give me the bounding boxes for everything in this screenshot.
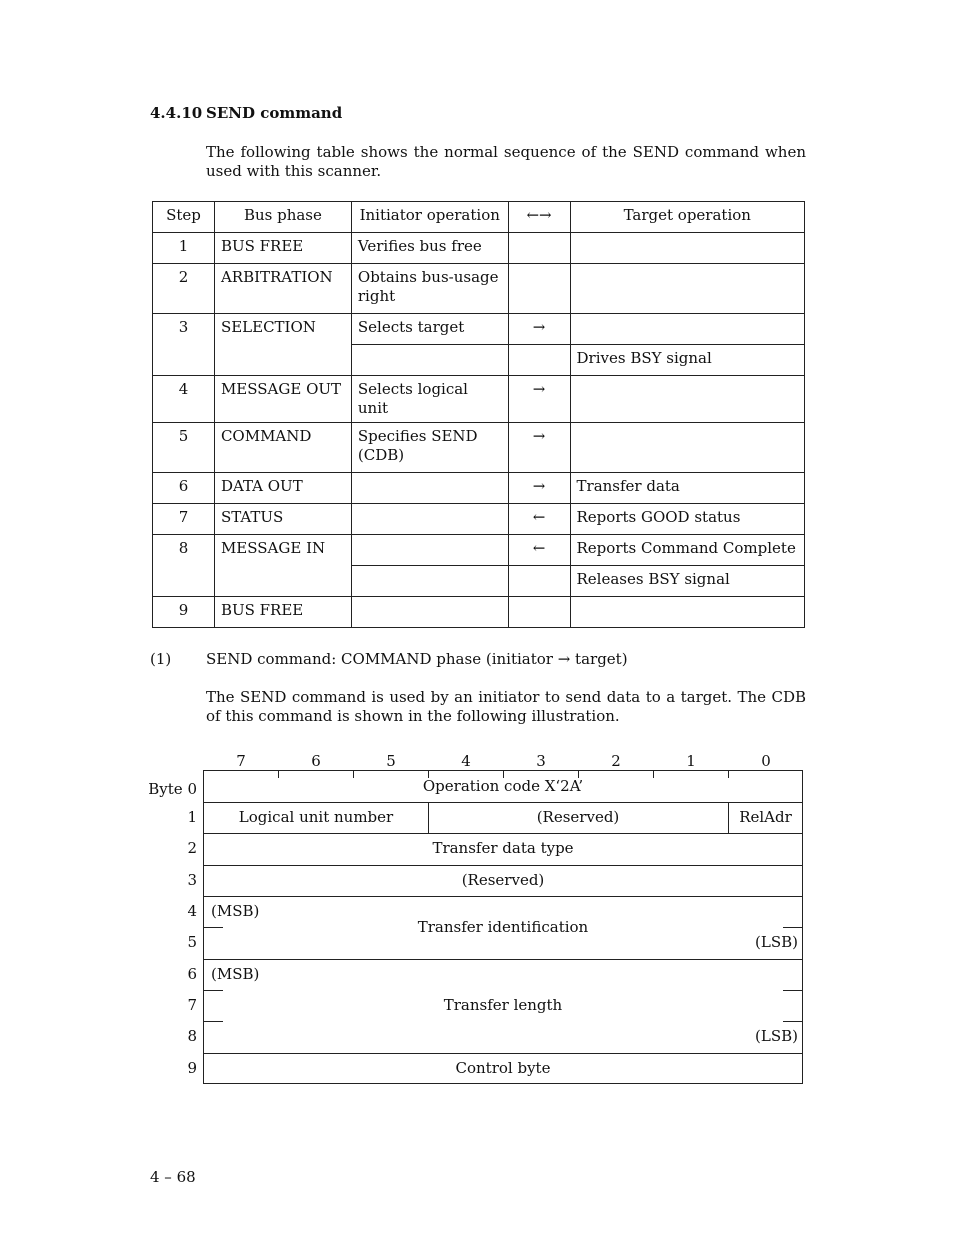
cell-dir: → [508, 473, 570, 504]
cell-dir: → [508, 376, 570, 423]
cell-target [570, 597, 804, 628]
cell-init [351, 345, 508, 376]
section-heading [150, 104, 342, 122]
cell-target: Reports GOOD status [570, 504, 804, 535]
table-row [153, 314, 805, 345]
header-initiator-operation: Initiator operation [351, 202, 508, 233]
table-row [153, 233, 805, 264]
sequence-table [152, 201, 805, 628]
cell-dir [508, 566, 570, 597]
cell-dir [508, 345, 570, 376]
cell-step: 1 [153, 233, 215, 264]
row-divider [204, 833, 802, 834]
section-number: 4.4.10 [150, 104, 203, 122]
row-divider [204, 896, 802, 897]
header-target-operation: Target operation [570, 202, 804, 233]
lsb-label: (LSB) [755, 933, 798, 951]
row-divider [204, 1053, 802, 1054]
subsection-paragraph: The SEND command is used by an initiator to send data to a target. The CDB of this command is shown in the following illustration. [206, 688, 806, 725]
row-divider [204, 959, 802, 960]
intro-paragraph: The following table shows the normal sequence of the SEND command when used with this scanner. [206, 143, 806, 180]
reserved-field: (Reserved) [536, 808, 620, 826]
byte-label: Byte 0 [148, 780, 197, 798]
cell-step: 6 [153, 473, 215, 504]
bit-label: 1 [686, 752, 696, 770]
table-row [153, 535, 805, 566]
cell-dir: ← [508, 504, 570, 535]
bit-label: 2 [611, 752, 621, 770]
page-number: 4 – 68 [150, 1168, 196, 1186]
cell-phase: MESSAGE IN [214, 535, 351, 597]
transfer-length-field: Transfer length [443, 996, 563, 1014]
cell-phase: ARBITRATION [214, 264, 351, 314]
transfer-type-field: Transfer data type [432, 839, 574, 857]
cell-dir: ← [508, 535, 570, 566]
cell-step: 3 [153, 314, 215, 376]
cell-phase: DATA OUT [214, 473, 351, 504]
reserved-byte3-field: (Reserved) [461, 871, 545, 889]
byte-label: 8 [187, 1027, 197, 1045]
cell-target: Releases BSY signal [570, 566, 804, 597]
byte-label: 4 [187, 902, 197, 920]
header-step: Step [153, 202, 215, 233]
byte-label: 5 [187, 933, 197, 951]
msb-label: (MSB) [211, 902, 260, 920]
cell-target [570, 314, 804, 345]
reladr-field: RelAdr [739, 808, 792, 826]
byte-stub [783, 1021, 802, 1022]
cell-phase: SELECTION [214, 314, 351, 376]
cell-step: 5 [153, 423, 215, 473]
cell-step: 8 [153, 535, 215, 597]
subsection-heading [150, 650, 628, 668]
opcode-field: Operation code X‘2A’ [422, 777, 584, 795]
subsection-number: (1) [150, 650, 172, 668]
cell-step: 9 [153, 597, 215, 628]
cell-init [351, 535, 508, 566]
byte-label: 9 [187, 1059, 197, 1077]
bit-label: 4 [461, 752, 471, 770]
bit-label: 5 [386, 752, 396, 770]
byte-stub [204, 990, 223, 991]
cell-dir: → [508, 314, 570, 345]
cell-phase: BUS FREE [214, 597, 351, 628]
header-direction: ←→ [508, 202, 570, 233]
cell-step: 4 [153, 376, 215, 423]
cell-phase: COMMAND [214, 423, 351, 473]
table-row [153, 597, 805, 628]
table-row [153, 473, 805, 504]
header-bus-phase: Bus phase [214, 202, 351, 233]
table-row [153, 264, 805, 314]
cell-init [351, 473, 508, 504]
cell-phase: STATUS [214, 504, 351, 535]
cell-init: Selects target [351, 314, 508, 345]
byte-stub [783, 990, 802, 991]
cell-init [351, 504, 508, 535]
byte-label: 6 [187, 965, 197, 983]
cell-init [351, 597, 508, 628]
msb-label: (MSB) [211, 965, 260, 983]
cell-init [351, 566, 508, 597]
subsection-title: SEND command: COMMAND phase (initiator → target) [206, 650, 628, 668]
cell-target: Drives BSY signal [570, 345, 804, 376]
cell-phase: MESSAGE OUT [214, 376, 351, 423]
transfer-id-field: Transfer identification [417, 918, 589, 936]
bit-label: 6 [311, 752, 321, 770]
row-divider [204, 865, 802, 866]
lun-field: Logical unit number [238, 808, 394, 826]
table-header-row [153, 202, 805, 233]
cell-dir [508, 597, 570, 628]
cell-init: Selects logical unit [351, 376, 508, 423]
cell-dir: → [508, 423, 570, 473]
cell-target [570, 233, 804, 264]
row-divider [204, 802, 802, 803]
control-byte-field: Control byte [455, 1059, 551, 1077]
cell-step: 7 [153, 504, 215, 535]
byte-label: 7 [187, 996, 197, 1014]
byte-label: 2 [187, 839, 197, 857]
cell-init: Obtains bus-usage right [351, 264, 508, 314]
cell-init: Verifies bus free [351, 233, 508, 264]
cell-dir [508, 264, 570, 314]
cell-target [570, 264, 804, 314]
cell-phase: BUS FREE [214, 233, 351, 264]
byte-label: 1 [187, 808, 197, 826]
cell-target [570, 376, 804, 423]
lsb-label: (LSB) [755, 1027, 798, 1045]
byte-label: 3 [187, 871, 197, 889]
table-row [153, 376, 805, 423]
table-row [153, 423, 805, 473]
cell-dir [508, 233, 570, 264]
cdb-diagram [203, 770, 803, 1084]
cell-target [570, 423, 804, 473]
section-title: SEND command [206, 104, 343, 122]
cell-target: Reports Command Complete [570, 535, 804, 566]
byte-stub [204, 1021, 223, 1022]
cell-init: Specifies SEND (CDB) [351, 423, 508, 473]
cell-step: 2 [153, 264, 215, 314]
table-row [153, 504, 805, 535]
bit-label: 0 [761, 752, 771, 770]
cell-target: Transfer data [570, 473, 804, 504]
bit-label: 3 [536, 752, 546, 770]
bit-label: 7 [236, 752, 246, 770]
